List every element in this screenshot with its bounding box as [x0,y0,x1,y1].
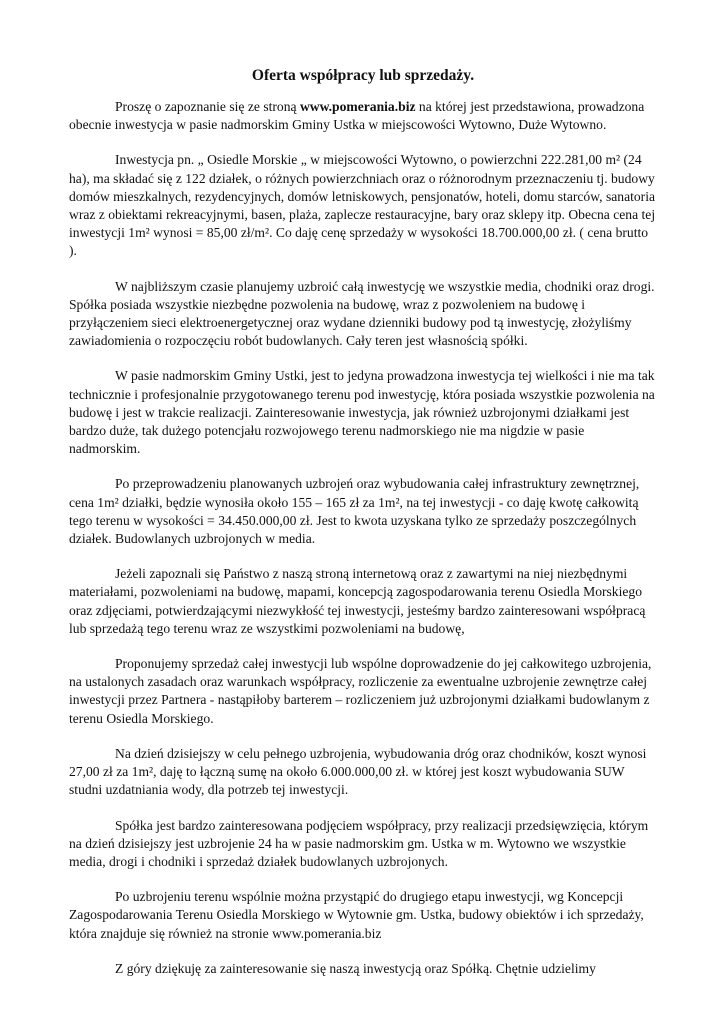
intro-text-before: Proszę o zapoznanie się ze stroną [115,99,300,114]
paragraph-current-cost: Na dzień dzisiejszy w celu pełnego uzbrojenia, wybudowania dróg oraz chodników, koszt wynosi 27,00 zł za 1m², daję to łączną sumę na około 6.000.000,00 zł. w której jest koszt wybudowania SUW studni uzdatniania wody, dla potrzeb tej inwestycji. [69,745,647,798]
paragraph-proposal: Proponujemy sprzedaż całej inwestycji lub wspólne doprowadzenie do jej całkowitego uzbrojenia, na ustalonych zasadach oraz warunkach współpracy, rozliczenie za ewentualne uzbrojenie zewnętrze całej inwestycji przez Partnera - nastąpiłoby barterem – rozliczeniem już uzbrojonymi działkami budowlanym z terenu Osiedla Morskiego. [69,656,652,726]
paragraph-second-stage: Po uzbrojeniu terenu wspólnie można przystąpić do drugiego etapu inwestycji, wg Koncepcji Zagospodarowania Terenu Osiedla Morskiego w Wytownie gm. Ustka, budowy obiektów i ich sprzedaży, która znajduje się również na stronie www.pomerania.biz [69,889,644,941]
intro-text-after: na której jest przedstawiona, prowadzona obecnie inwestycja w pasie nadmorskim Gminy Ustka w miejscowości Wytowno, Duże Wytowno. [69,99,645,133]
intro-paragraph [69,98,657,134]
document-page [69,66,657,995]
document-title: Oferta współpracy lub sprzedaży. [251,67,475,84]
paragraph-company-interest: Spółka jest bardzo zainteresowana podjęciem współpracy, przy realizacji przedsięwzięcia, którym na dzień dzisiejszy jest uzbrojenie 24 ha w pasie nadmorskim gm. Ustka w m. Wytowno we wszystkie media, drogi i chodniki i sprzedaż działek budowlanych uzbrojonych. [69,817,649,869]
paragraph-closing: Z góry dziękuję za zainteresowanie się naszą inwestycją oraz Spółką. Chętnie udzielimy [115,960,596,976]
website-link-text: www.pomerania.biz [299,99,416,114]
paragraph-investment-description: Inwestycja pn. „ Osiedle Morskie „ w miejscowości Wytowno, o powierzchni 222.281,00 m² (24 ha), ma składać się z 122 działek, o różnych powierzchniach oraz o różnorodnym przeznaczeniu tj. budowy domów mieszkalnych, rezydencyjnych, domów letniskowych, pensjonatów, hoteli, domu starców, sanatoria wraz z obiektami rekreacyjnymi, basen, plaża, zaplecze restauracyjne, bary oraz sklepy itp. Obecna cena tej inwestycji 1m² wynosi = 85,00 zł/m². Co daję cenę sprzedaży w wysokości 18.700.000,00 zł. ( cena brutto ). [69,152,656,259]
paragraph-future-price: Po przeprowadzeniu planowanych uzbrojeń oraz wybudowania całej infrastruktury zewnętrznej, cena 1m² działki, będzie wynosiła około 155 – 165 zł za 1m², na tej inwestycji - co daję kwotę całkowitą tego terenu w wysokości = 34.450.000,00 zł. Jest to kwota uzyskana tylko ze sprzedaży poszczególnych działek. Budowlanych uzbrojonych w media. [69,476,640,547]
paragraph-cooperation-interest: Jeżeli zapoznali się Państwo z naszą stroną internetową oraz z zawartymi na niej niezbędnymi materiałami, pozwoleniami na budowę, mapami, koncepcją zagospodarowania terenu Osiedla Morskiego oraz zdjęciami, potwierdzającymi niezwykłość tej inwestycji, jesteśmy bardzo zainteresowani współpracą lub sprzedażą tego terenu wraz ze wszystkimi pozwoleniami na budowę, [69,566,646,636]
paragraph-utilities-plan: W najbliższym czasie planujemy uzbroić całą inwestycję we wszystkie media, chodniki oraz drogi. Spółka posiada wszystkie niezbędne pozwolenia na budowę, wraz z pozwoleniem na budowę i przyłączeniem sieci elektroenergetycznej oraz wydane dzienniki budowy pod tą inwestycję, złożyliśmy zawiadomienia o rozpoczęciu robót budowlanych. Cały teren jest własnością spółki. [69,278,655,349]
paragraph-uniqueness: W pasie nadmorskim Gminy Ustki, jest to jedyna prowadzona inwestycja tej wielkości i nie ma tak technicznie i profesjonalnie przygotowanego terenu pod inwestycję, która posiada wszystkie pozwolenia na budowę i jest w trakcie realizacji. Zainteresowanie inwestycja, jak również uzbrojonymi działkami jest bardzo duże, tak dużego potencjału rozwojowego terenu nadmorskiego nie ma nigdzie w pasie nadmorskim. [69,368,655,457]
